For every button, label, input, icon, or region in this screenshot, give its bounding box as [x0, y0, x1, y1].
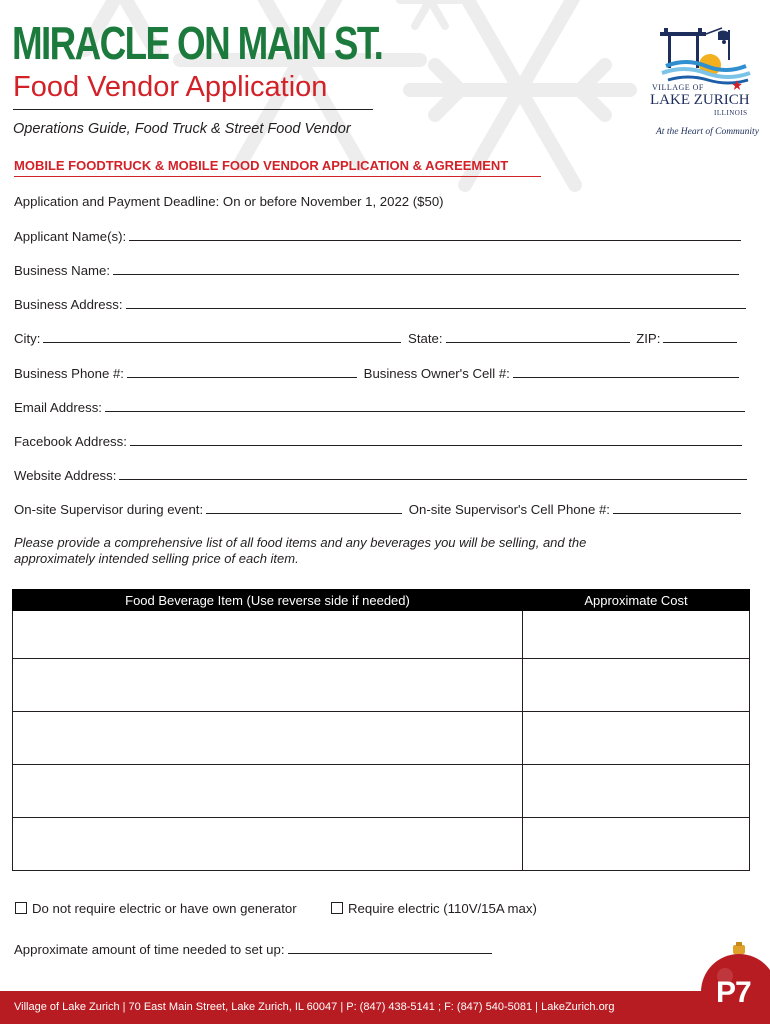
zip-label: ZIP: — [636, 331, 661, 346]
supervisor-cell-field[interactable] — [613, 500, 741, 514]
supervisor-field[interactable] — [206, 500, 402, 514]
item-cell[interactable] — [13, 818, 523, 871]
event-title: MIRACLE ON MAIN ST. — [12, 17, 383, 69]
page-number: P7 — [716, 976, 751, 1009]
setup-time-label: Approximate amount of time needed to set up: — [14, 942, 285, 957]
logo-illinois: ILLINOIS — [714, 109, 748, 117]
cost-cell[interactable] — [523, 818, 750, 871]
header-divider — [13, 109, 373, 110]
cost-column-header: Approximate Cost — [523, 590, 750, 611]
table-header-row — [13, 590, 750, 611]
section-heading-underline — [14, 176, 541, 177]
food-items-table — [12, 589, 750, 871]
supervisor-label: On-site Supervisor during event: — [14, 502, 204, 517]
cost-cell[interactable] — [523, 659, 750, 712]
footer-bar — [0, 991, 770, 1024]
item-cell[interactable] — [13, 611, 523, 659]
applicant-name-label: Applicant Name(s): — [14, 229, 127, 244]
no-electric-checkbox[interactable] — [15, 902, 27, 914]
table-row — [13, 765, 750, 818]
facebook-row — [14, 432, 745, 450]
city-state-zip-row — [14, 329, 740, 347]
guide-subtitle: Operations Guide, Food Truck & Street Food Vendor — [13, 121, 351, 137]
menu-instructions: Please provide a comprehensive list of all food items and any beverages you will be selling, and the approximately intended selling price of each item. — [14, 535, 587, 566]
setup-time-row — [14, 940, 495, 958]
deadline-text: Application and Payment Deadline: On or before November 1, 2022 ($50) — [14, 194, 444, 209]
footer-contact: Village of Lake Zurich | 70 East Main Street, Lake Zurich, IL 60047 | P: (847) 438-5141 ; F: (847) 540-5081 | LakeZurich.org — [14, 1001, 615, 1013]
cost-cell[interactable] — [523, 712, 750, 765]
item-cell[interactable] — [13, 712, 523, 765]
item-cell[interactable] — [13, 765, 523, 818]
facebook-field[interactable] — [130, 432, 742, 446]
business-phone-label: Business Phone #: — [14, 366, 124, 381]
red-star-icon — [732, 80, 742, 90]
no-electric-label: Do not require electric or have own generator — [32, 901, 297, 916]
website-label: Website Address: — [14, 468, 117, 483]
item-cell[interactable] — [13, 659, 523, 712]
email-row — [14, 398, 748, 416]
logo-lake-zurich: LAKE ZURICH — [650, 92, 750, 108]
logo-tagline: At the Heart of Community — [656, 127, 759, 137]
facebook-label: Facebook Address: — [14, 434, 127, 449]
email-label: Email Address: — [14, 400, 102, 415]
require-electric-option[interactable] — [331, 901, 537, 916]
zip-field[interactable] — [663, 329, 737, 343]
owner-cell-label: Business Owner's Cell #: — [363, 366, 510, 381]
cost-cell[interactable] — [523, 611, 750, 659]
applicant-name-row — [14, 227, 744, 245]
state-label: State: — [408, 331, 443, 346]
table-row — [13, 611, 750, 659]
table-row — [13, 818, 750, 871]
business-phone-field[interactable] — [127, 364, 357, 378]
pergola-sun-water-icon — [646, 20, 758, 86]
supervisor-cell-label: On-site Supervisor's Cell Phone #: — [408, 502, 610, 517]
city-field[interactable] — [43, 329, 401, 343]
business-address-field[interactable] — [126, 295, 746, 309]
require-electric-checkbox[interactable] — [331, 902, 343, 914]
cost-cell[interactable] — [523, 765, 750, 818]
state-field[interactable] — [446, 329, 630, 343]
no-electric-option[interactable] — [15, 901, 297, 916]
logo-village-of: VILLAGE OF — [652, 83, 704, 92]
application-title: Food Vendor Application — [13, 71, 328, 103]
table-row — [13, 712, 750, 765]
business-address-label: Business Address: — [14, 297, 123, 312]
phone-row — [14, 364, 742, 382]
business-name-label: Business Name: — [14, 263, 111, 278]
business-name-field[interactable] — [113, 261, 739, 275]
business-address-row — [14, 295, 749, 313]
business-name-row — [14, 261, 742, 279]
table-row — [13, 659, 750, 712]
applicant-name-field[interactable] — [129, 227, 741, 241]
owner-cell-field[interactable] — [513, 364, 739, 378]
setup-time-field[interactable] — [288, 940, 492, 954]
item-column-header: Food Beverage Item (Use reverse side if needed) — [13, 590, 523, 611]
section-heading: MOBILE FOODTRUCK & MOBILE FOOD VENDOR APPLICATION & AGREEMENT — [14, 158, 509, 173]
require-electric-label: Require electric (110V/15A max) — [348, 901, 537, 916]
email-field[interactable] — [105, 398, 745, 412]
website-field[interactable] — [119, 466, 747, 480]
city-label: City: — [14, 331, 41, 346]
website-row — [14, 466, 750, 484]
supervisor-row — [14, 500, 744, 518]
lake-zurich-logo — [646, 20, 758, 142]
